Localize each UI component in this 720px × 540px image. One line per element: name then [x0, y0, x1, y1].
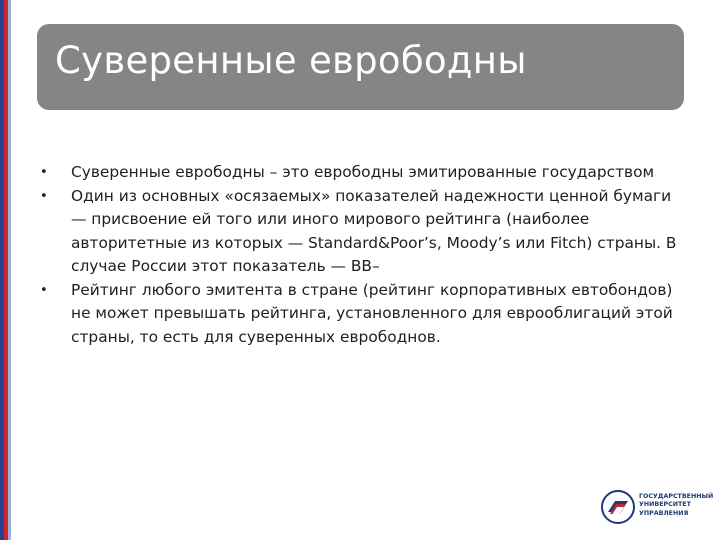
logo-line-1: ГОСУДАРСТВЕННЫЙ — [639, 493, 714, 500]
title-banner — [37, 24, 684, 110]
logo-text — [639, 493, 714, 518]
side-decoration-stripes — [0, 0, 14, 540]
logo-line-3: УПРАВЛЕНИЯ — [639, 509, 689, 517]
bullet-item-3 — [38, 279, 678, 350]
logo-line-2: УНИВЕРСИТЕТ — [639, 501, 691, 509]
bullet-text-3: Рейтинг любого эмитента в стране (рейтинг корпоративных евтобондов) не может превышать рейтинга, установленного для еврооблигаций этой страны, то есть для суверенных еврободнов. — [71, 280, 673, 346]
bullet-item-1 — [38, 161, 678, 185]
bullet-dot-icon: • — [40, 282, 48, 298]
university-logo-icon — [601, 490, 635, 524]
bullet-item-2 — [38, 185, 678, 279]
bullet-dot-icon: • — [40, 188, 48, 204]
light-blue-stripe — [8, 0, 11, 540]
slide-title: Суверенные еврободны — [55, 39, 527, 82]
bullet-text-2: Один из основных «осязаемых» показателей надежности ценной бумаги — присвоение ей того или иного мирового рейтинга (наиболее авторитетные из которых — Standard&Poor’s, Moody’s или Fitch) страны. В случае России этот показатель — ВВ– — [71, 186, 677, 275]
university-logo — [601, 489, 714, 529]
bullet-list — [38, 161, 678, 349]
bullet-dot-icon: • — [40, 165, 48, 180]
bullet-text-1: Суверенные еврободны – это еврободны эмитированные государством — [71, 163, 655, 181]
